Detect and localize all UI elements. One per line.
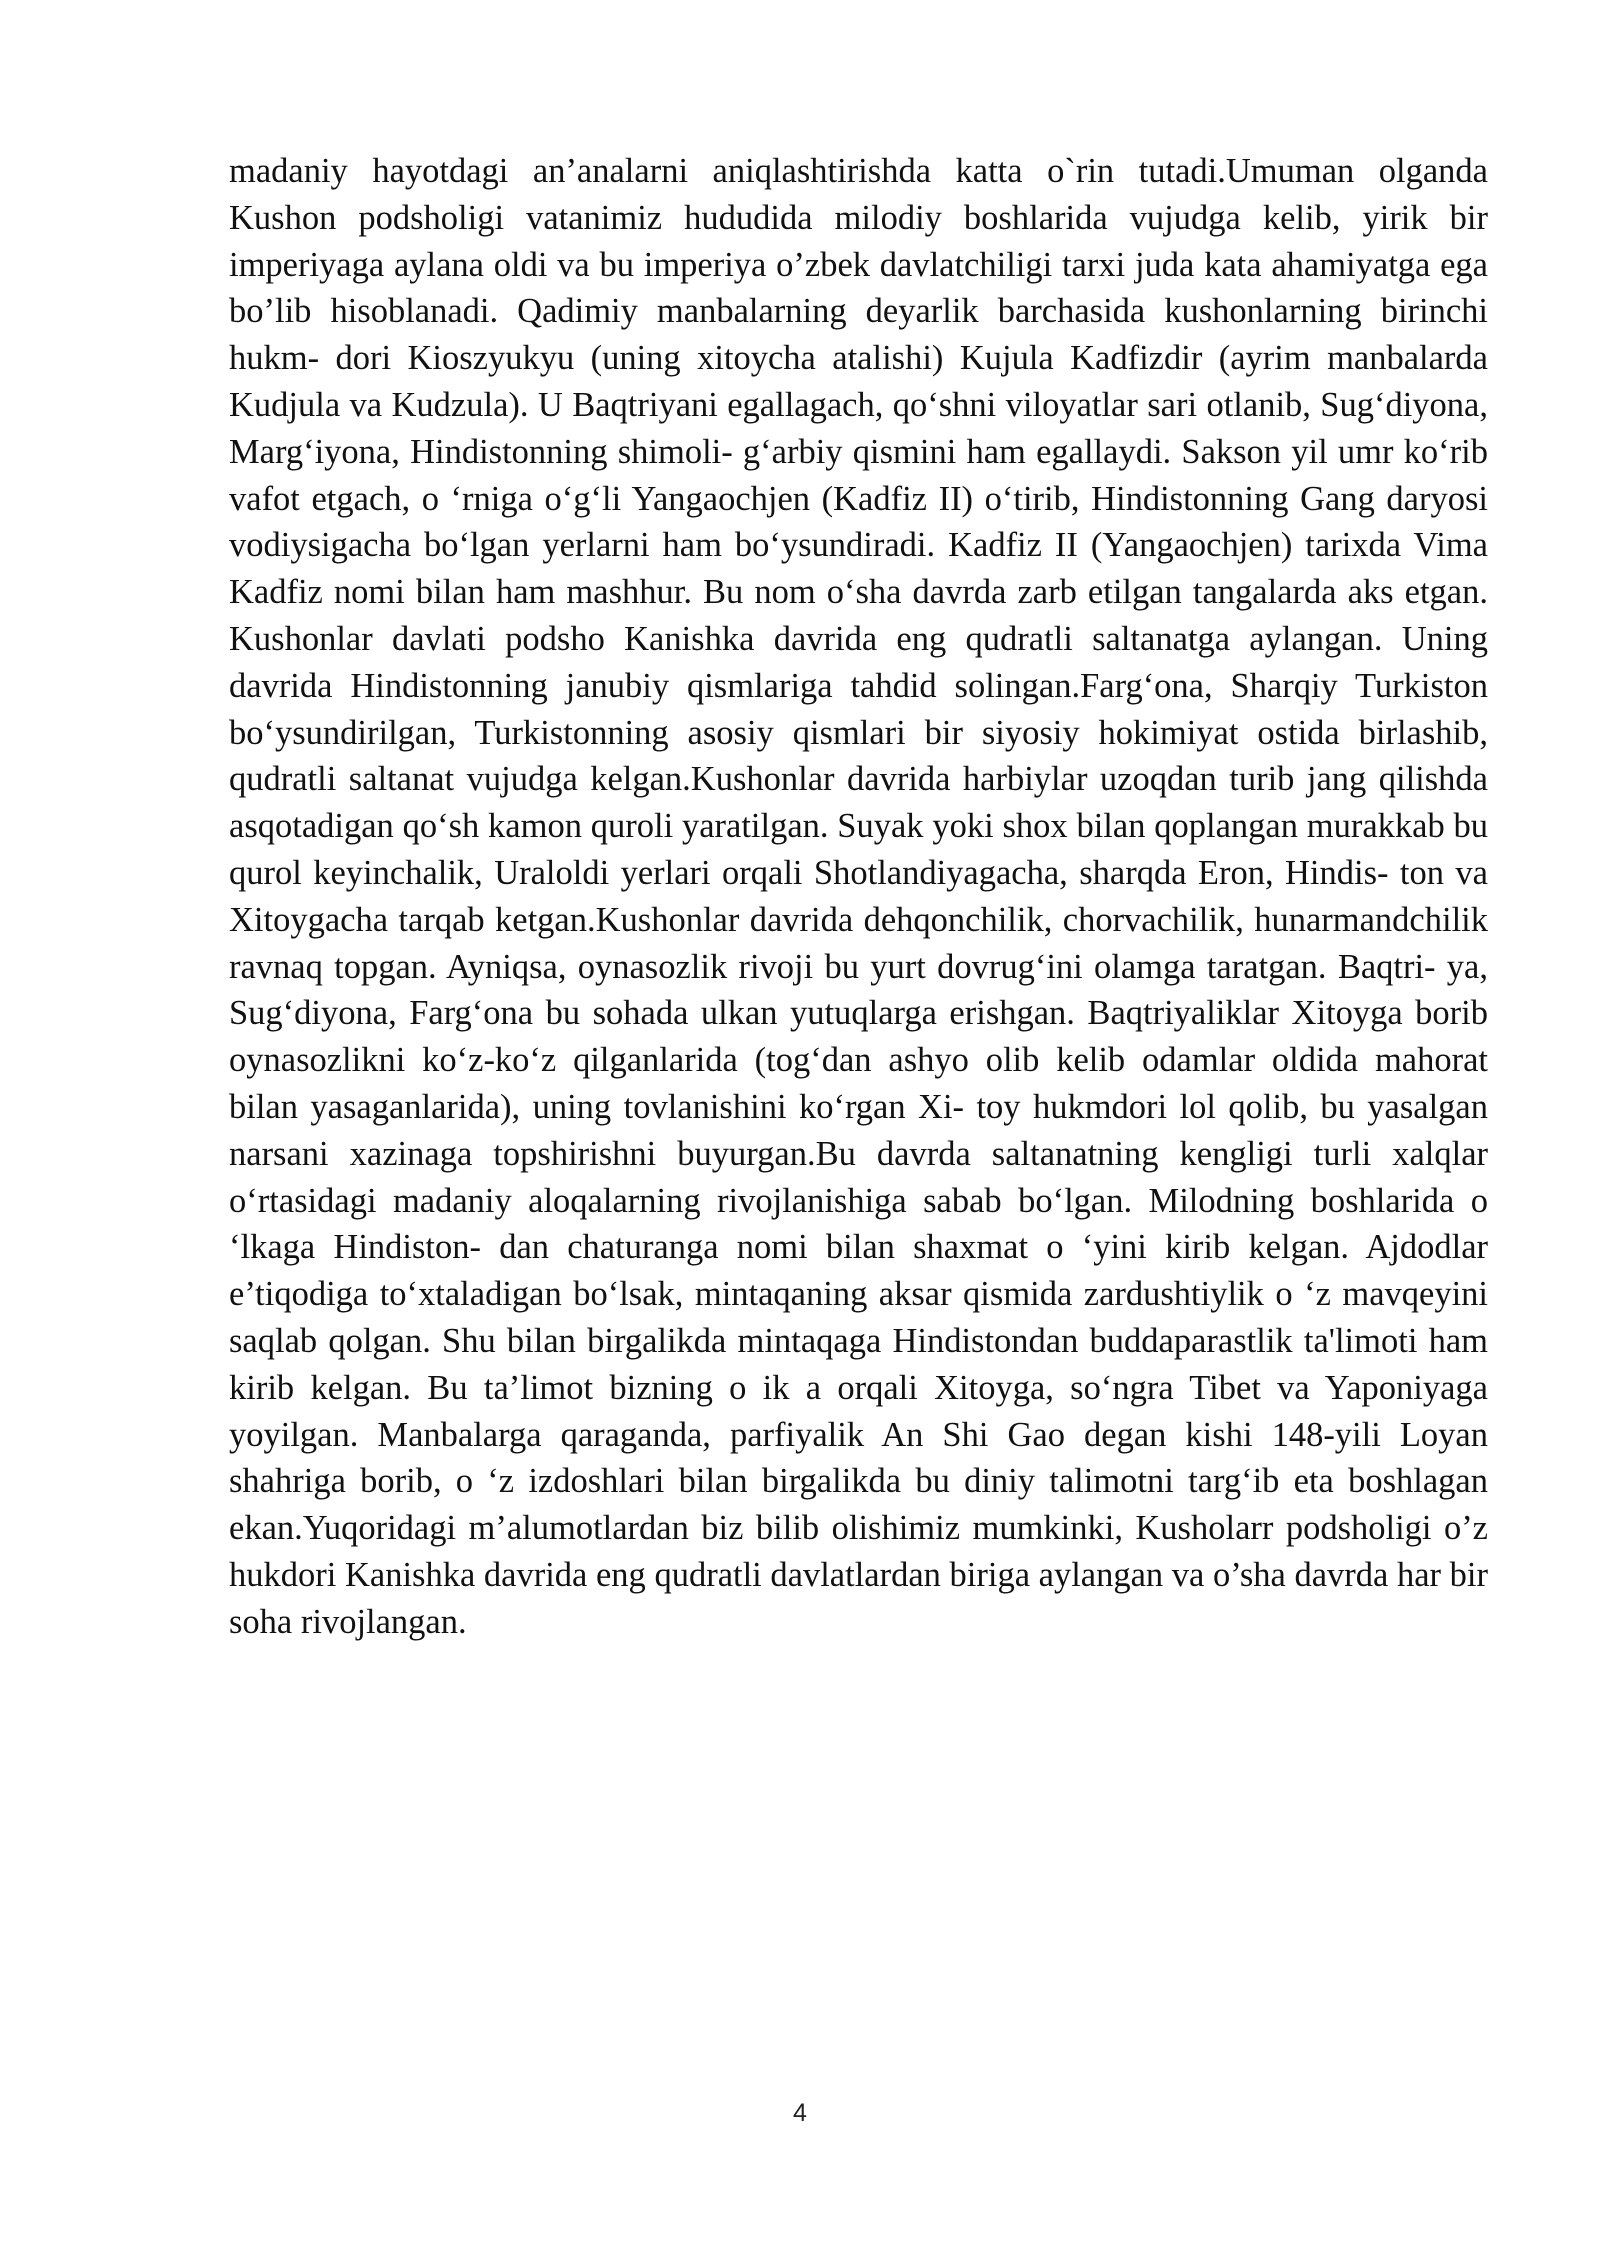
body-paragraph: madaniy hayotdagi an’analarni aniqlashtirishda katta o`rin tutadi.Umuman olganda Kushon podsholigi vatanimiz hududida milodiy boshlarida vujudga kelib, yirik bir imperiyaga aylana oldi va bu imperiya o’zbek davlatchiligi tarxi juda kata ahamiyatga ega bo’lib hisoblanadi. Qadimiy manbalarning deyarlik barchasida kushonlarning birinchi hukm- dori Kioszyukyu (uning xitoycha atalishi) Kujula Kadfizdir (ayrim manbalarda Kudjula va Kudzula). U Baqtriyani egallagach, qo‘shni viloyatlar sari otlanib, Sug‘diyona, Marg‘iyona, Hindistonning shimoli- g‘arbiy qismini ham egallaydi. Sakson yil umr ko‘rib vafot etgach, o ‘rniga o‘g‘li Yangaochjen (Kadfiz II) o‘tirib, Hindistonning Gang daryosi vodiysigacha bo‘lgan yerlarni ham bo‘ysundiradi. Kadfiz II (Yangaochjen) tarixda Vima Kadfiz nomi bilan ham mashhur. Bu nom o‘sha davrda zarb etilgan tangalarda aks etgan. Kushonlar davlati podsho Kanishka davrida eng qudratli saltanatga aylangan. Uning davrida Hindistonning janubiy qismlariga tahdid solingan.Farg‘ona, Sharqiy Turkiston bo‘ysundirilgan, Turkistonning asosiy qismlari bir siyosiy hokimiyat ostida birlashib, qudratli saltanat vujudga kelgan.Kushonlar davrida harbiylar uzoqdan turib jang qilishda asqotadigan qo‘sh kamon quroli yaratilgan. Suyak yoki shox bilan qoplangan murakkab bu qurol keyinchalik, Uraloldi yerlari orqali Shotlandiyagacha, sharqda Eron, Hindis- ton va Xitoygacha tarqab ketgan.Kushonlar davrida dehqonchilik, chorvachilik, hunarmandchilik ravnaq topgan. Ayniqsa, oynasozlik rivoji bu yurt dovrug‘ini olamga taratgan. Baqtri- ya, Sug‘diyona, Farg‘ona bu sohada ulkan yutuqlarga erishgan. Baqtriyaliklar Xitoyga borib oynasozlikni ko‘z-ko‘z qilganlarida (tog‘dan ashyo olib kelib odamlar oldida mahorat bilan yasaganlarida), uning tovlanishini ko‘rgan Xi- toy hukmdori lol qolib, bu yasalgan narsani xazinaga topshirishni buyurgan.Bu davrda saltanatning kengligi turli xalqlar o‘rtasidagi madaniy aloqalarning rivojlanishiga sabab bo‘lgan. Milodning boshlarida o ‘lkaga Hindiston- dan chaturanga nomi bilan shaxmat o ‘yini kirib kelgan. Ajdodlar e’tiqodiga to‘xtaladigan bo‘lsak, mintaqaning aksar qismida zardushtiylik o ‘z mavqeyini saqlab qolgan. Shu bilan birgalikda mintaqaga Hindistondan buddaparastlik ta'limoti ham kirib kelgan. Bu ta’limot bizning o ik a orqali Xitoyga, so‘ngra Tibet va Yaponiyaga yoyilgan. Manbalarga qaraganda, parfiyalik An Shi Gao degan kishi 148-yili Loyan shahriga borib, o ‘z izdoshlari bilan birgalikda bu diniy talimotni targ‘ib eta boshlagan ekan.Yuqoridagi m’alumotlardan biz bilib olishimiz mumkinki, Kusholarr podsholigi o’z hukdori Kanishka davrida eng qudratli davlatlardan biriga aylangan va o’sha davrda har bir soha rivojlangan.: [229, 152, 1488, 1641]
page-number: 4: [793, 2099, 807, 2127]
